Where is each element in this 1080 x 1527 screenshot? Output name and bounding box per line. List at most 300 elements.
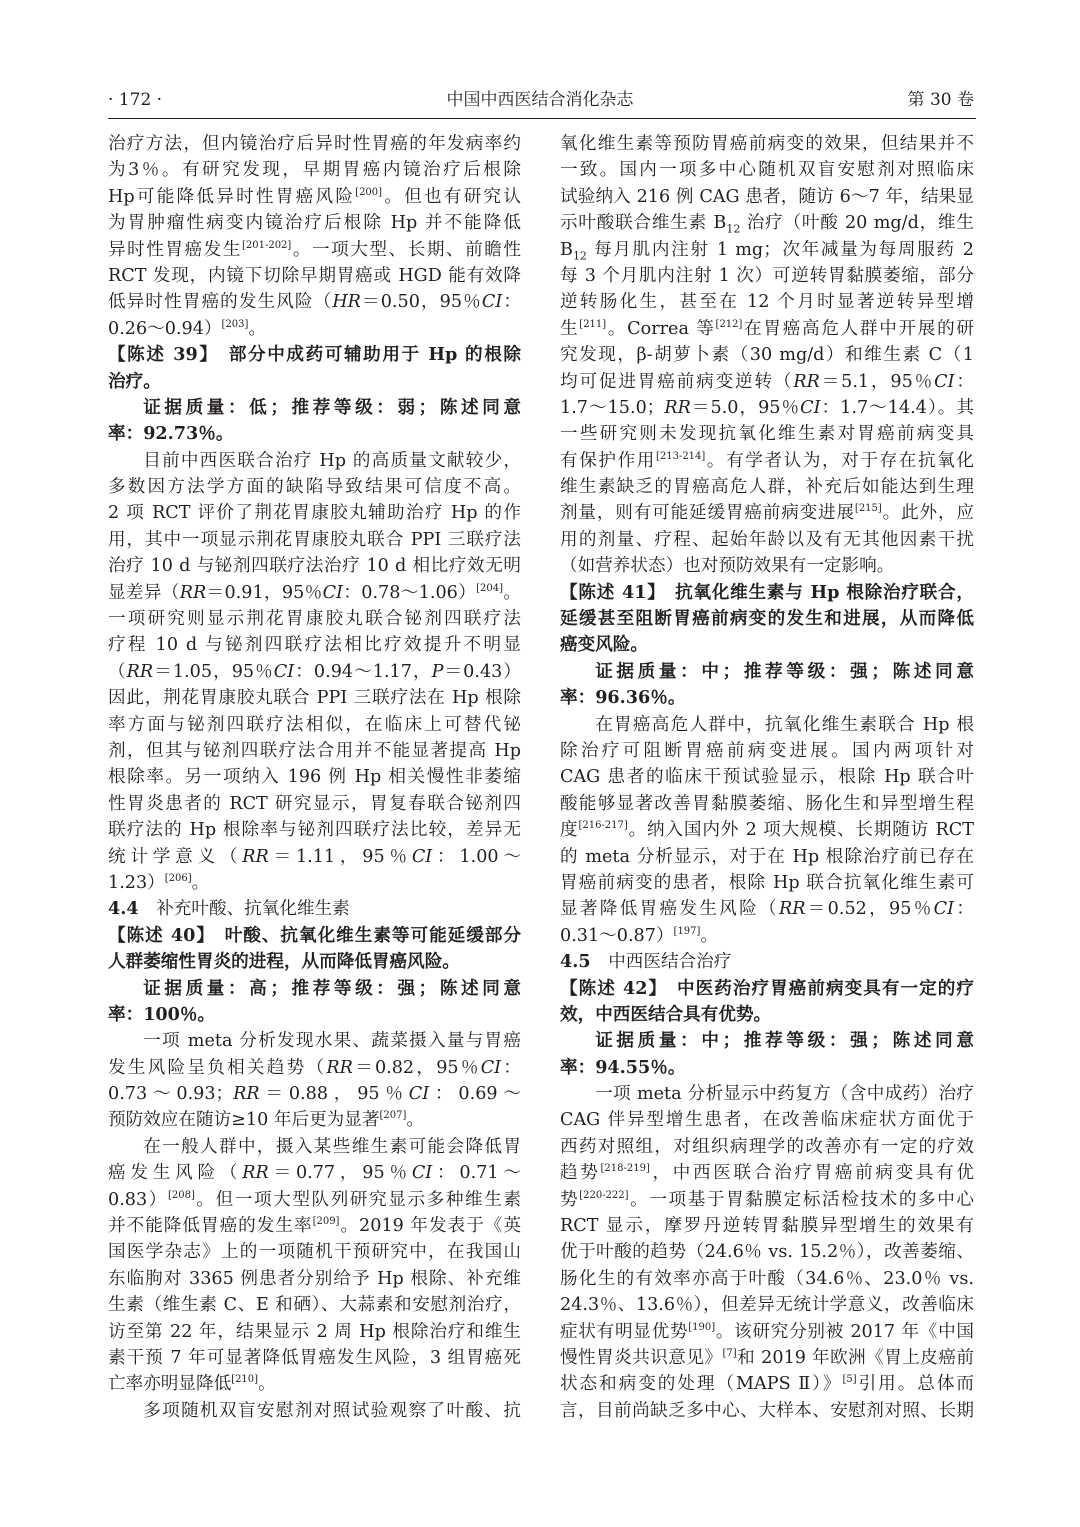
text-run: 剂，但其与铋剂四联疗法合用并不能显著提高 Hp <box>108 740 521 761</box>
subscript: 12 <box>726 222 741 236</box>
text-line <box>560 474 974 500</box>
text-line <box>108 949 521 975</box>
text-line <box>108 817 521 843</box>
text-run: B <box>560 239 573 260</box>
text-line <box>560 369 974 395</box>
text-run: 1.23） <box>108 872 165 893</box>
citation-ref: [215] <box>854 503 882 515</box>
text-run: RCT 发现，内镜下切除早期胃癌或 HGD 能有效降 <box>108 265 521 286</box>
evidence-grade <box>108 395 521 448</box>
text-run: ＝0.50，95％ <box>360 292 482 313</box>
text-line <box>560 606 974 632</box>
text-run: 性胃炎患者的 RCT 研究显示，胃复春联合铋剂四 <box>108 793 521 814</box>
citation-ref: [201-202] <box>241 239 292 251</box>
text-run: ： <box>502 292 521 313</box>
text-run: 治疗方法，但内镜治疗后异时性胃癌的年发病率约 <box>108 134 521 154</box>
section-number: 4.5 <box>560 951 591 973</box>
text-run: CAG 伴异型增生患者，在改善临床症状方面优于 <box>560 1110 974 1131</box>
text-run: 率：96.36％。 <box>560 687 686 709</box>
text-line <box>108 1081 521 1107</box>
text-run: 为3％。有研究发现，早期胃癌内镜治疗后根除 <box>108 160 521 181</box>
text-run: 慢性胃炎共识意见》 <box>560 1347 723 1368</box>
consensus-statement <box>108 923 521 976</box>
text-run: 有保护作用 <box>560 450 656 471</box>
text-run: 【陈述 42】 中医药治疗胃癌前病变具有一定的疗 <box>560 977 974 999</box>
text-line <box>560 395 974 421</box>
text-run: 势 <box>560 1189 580 1210</box>
citation-ref: [5] <box>842 1374 857 1386</box>
text-line <box>108 632 521 658</box>
text-run: 率：100％。 <box>108 1003 216 1025</box>
text-run: 除治疗可阻断胃癌前病变进展。国内两项针对 <box>560 740 974 761</box>
text-line <box>560 580 974 606</box>
text-run: 。但一项大型队列研究显示多种维生素 <box>194 1189 521 1210</box>
text-run: Hp可能降低异时性胃癌风险 <box>108 186 356 207</box>
text-run: 言，目前尚缺乏多中心、大样本、安慰剂对照、长期 <box>560 1400 974 1421</box>
text-line <box>560 1002 974 1028</box>
text-run: ＝5.0，95％ <box>690 397 801 418</box>
text-run: ＝0.91，95％ <box>206 582 323 603</box>
text-run: 根除率。另一项纳入 196 例 Hp 相关慢性非萎缩 <box>108 767 521 788</box>
evidence-grade <box>560 1028 974 1081</box>
text-line <box>560 237 974 263</box>
citation-ref: [216-217] <box>578 820 628 832</box>
consensus-statement <box>560 976 974 1029</box>
text-run: 和 2019 年欧洲《胃上皮癌前 <box>736 1347 974 1368</box>
text-line <box>108 1319 521 1345</box>
paragraph <box>560 131 974 580</box>
section-heading <box>108 896 521 922</box>
italic-symbol: CI <box>480 1057 502 1078</box>
text-line <box>108 553 521 579</box>
text-line <box>108 976 521 1002</box>
text-line <box>560 131 974 157</box>
text-run: ＝0.88，95％ <box>259 1084 409 1105</box>
text-run: ： <box>954 899 974 920</box>
text-run: 证据质量：中；推荐等级：强；陈述同意 <box>595 660 974 682</box>
text-run: RCT 显示，摩罗丹逆转胃黏膜异型增生的效果有 <box>560 1216 974 1237</box>
text-line <box>560 738 974 764</box>
text-line <box>108 131 521 157</box>
text-line <box>108 844 521 870</box>
text-line <box>560 263 974 289</box>
text-run: 多项随机双盲安慰剂对照试验观察了叶酸、抗 <box>143 1400 521 1421</box>
text-line <box>108 764 521 790</box>
citation-ref: [210] <box>231 1374 259 1386</box>
paragraph <box>560 1081 974 1424</box>
text-line <box>560 659 974 685</box>
text-run: 。一项大型、长期、前瞻性 <box>291 239 521 260</box>
header-rule <box>108 118 976 119</box>
text-run: 显著降低胃癌发生风险（ <box>560 899 779 920</box>
evidence-grade <box>560 659 974 712</box>
text-run: 试验纳入 216 例 CAG 患者，随访 6～7 年，结果显 <box>560 186 974 207</box>
journal-title: 中国中西医结合消化杂志 <box>446 90 634 110</box>
text-run: ＝5.1，95％ <box>819 371 935 392</box>
text-run: 每月肌内注射 1 mg；次年减量为每周服药 2 <box>594 239 974 260</box>
page-number: · 172 · <box>108 90 163 110</box>
text-line <box>108 369 521 395</box>
text-line <box>560 1398 974 1424</box>
text-run: 中西医结合治疗 <box>590 952 732 973</box>
text-run: 【陈述 40】 叶酸、抗氧化维生素等可能延缓部分 <box>108 924 521 946</box>
italic-symbol: CI <box>408 1084 430 1105</box>
text-line <box>108 395 521 421</box>
text-line <box>108 1187 521 1213</box>
text-line <box>560 764 974 790</box>
text-line <box>108 606 521 632</box>
text-run: 效，中西医结合具有优势。 <box>560 1003 772 1025</box>
text-run: 为胃肿瘤性病变内镜治疗后根除 Hp 并不能降低 <box>108 213 521 234</box>
text-line <box>560 1345 974 1371</box>
text-line <box>108 1134 521 1160</box>
text-line <box>108 791 521 817</box>
text-line <box>560 1055 974 1081</box>
text-run: 联疗法的 Hp 根除率与铋剂四联疗法比较，差异无 <box>108 820 521 841</box>
text-run: 剂量，则有可能延缓胃癌前病变进展 <box>560 503 855 524</box>
text-line <box>560 421 974 447</box>
text-run: 用的剂量、疗程、起始年龄以及有无其他因素干扰 <box>560 529 974 550</box>
paragraph <box>108 1134 521 1398</box>
text-run: 人群萎缩性胃炎的进程，从而降低胃癌风险。 <box>108 951 460 973</box>
text-line <box>560 1371 974 1397</box>
text-line <box>560 949 974 975</box>
text-run: 【陈述 41】 抗氧化维生素与 Hp 根除治疗联合， <box>560 581 974 603</box>
italic-symbol: CI <box>411 846 433 867</box>
text-run: 0.73～0.93； <box>108 1084 234 1105</box>
text-run: 究发现，β-胡萝卜素（30 mg/d）和维生素 C（1 <box>560 345 974 366</box>
text-run: 0.83） <box>108 1189 168 1210</box>
text-run: 。有学者认为，对于存在抗氧化 <box>705 450 974 471</box>
text-run: 异时性胃癌发生 <box>108 239 242 260</box>
text-run: 证据质量：高；推荐等级：强；陈述同意 <box>143 977 521 999</box>
text-run: 在一般人群中，摄入某些维生素可能会降低胃 <box>143 1136 521 1157</box>
text-line <box>108 474 521 500</box>
text-run: 统计学意义（ <box>108 846 243 867</box>
text-line <box>560 1213 974 1239</box>
text-run: 素干预 7 年可显著降低胃癌发生风险，3 组胃癌死 <box>108 1347 521 1368</box>
text-line <box>108 157 521 183</box>
paragraph <box>108 131 521 342</box>
text-run: 趋势 <box>560 1163 601 1184</box>
text-run: 一些研究则未发现抗氧化维生素对胃癌前病变具 <box>560 424 974 445</box>
consensus-statement <box>560 580 974 659</box>
text-run: 一项 meta 分析发现水果、蔬菜摄入量与胃癌 <box>143 1031 521 1052</box>
text-run: 每 3 个月肌内注射 1 次）可逆转胃黏膜萎缩，部分 <box>560 265 974 286</box>
citation-ref: [203] <box>221 318 249 330</box>
text-run: ＝0.77，95％ <box>268 1163 412 1184</box>
text-run: 。但也有研究认 <box>382 186 521 207</box>
text-line <box>560 1239 974 1265</box>
text-run: 。该研究分别被 2017 年《中国 <box>715 1321 974 1342</box>
text-line <box>108 896 521 922</box>
text-line <box>560 500 974 526</box>
text-line <box>560 316 974 342</box>
text-run: 亡率亦明显降低 <box>108 1374 232 1395</box>
text-run: 治疗。 <box>108 370 161 392</box>
text-run: ＝0.82，95％ <box>352 1057 481 1078</box>
text-run: 癌变风险。 <box>560 634 648 656</box>
text-run: 。Correa 等 <box>606 318 716 339</box>
text-line <box>108 342 521 368</box>
text-run: 证据质量：低；推荐等级：弱；陈述同意 <box>143 396 521 418</box>
text-run: 目前中西医联合治疗 Hp 的高质量文献较少， <box>143 450 521 471</box>
text-line <box>560 923 974 949</box>
evidence-grade <box>108 976 521 1029</box>
section-number: 4.4 <box>108 898 139 920</box>
text-run: 多数因方法学方面的缺陷导致结果可信度不高。 <box>108 477 521 498</box>
italic-symbol: RR <box>242 846 269 867</box>
text-run: 均可促进胃癌前病变逆转（ <box>560 371 794 392</box>
text-run: 度 <box>560 820 579 841</box>
citation-ref: [208] <box>167 1189 195 1201</box>
text-line <box>108 1160 521 1186</box>
text-line <box>108 1398 521 1424</box>
text-run: 。 <box>503 582 521 603</box>
text-run: ：0.69～ <box>429 1084 521 1105</box>
text-run: 示叶酸联合维生素 B <box>560 213 727 234</box>
citation-ref: [200] <box>355 186 383 198</box>
text-run: 生 <box>560 318 580 339</box>
citation-ref: [211] <box>579 318 607 330</box>
italic-symbol: CI <box>800 397 821 418</box>
text-line <box>108 1213 521 1239</box>
text-line <box>108 500 521 526</box>
text-line <box>560 289 974 315</box>
text-run: 【陈述 39】 部分中成药可辅助用于 Hp 的根除 <box>108 344 521 366</box>
paragraph <box>560 712 974 950</box>
text-run: 酸能够显著改善胃黏膜萎缩、肠化生和异型增生程 <box>560 793 974 814</box>
text-run: 治疗（叶酸 20 mg/d，维生 <box>746 213 974 234</box>
text-run: 率：92.73％。 <box>108 423 234 445</box>
text-run: 因此，荆花胃康胶丸联合 PPI 三联疗法在 Hp 根除 <box>108 688 521 709</box>
text-run: 。此外，应 <box>881 503 974 524</box>
text-run: 优于叶酸的趋势（24.6％ vs. 15.2％），改善萎缩、 <box>560 1242 974 1263</box>
text-run: 治疗 10 d 与铋剂四联疗法治疗 10 d 相比疗效无明 <box>108 556 521 577</box>
text-line <box>560 1134 974 1160</box>
text-line <box>560 896 974 922</box>
text-run: 引用。总体而 <box>856 1374 974 1395</box>
italic-symbol: RR <box>778 899 806 920</box>
text-line <box>560 448 974 474</box>
text-run: ，中西医联合治疗胃癌前病变具有优 <box>649 1163 974 1184</box>
text-line <box>560 685 974 711</box>
citation-ref: [190] <box>688 1321 716 1333</box>
text-run: （如营养状态）也对预防效果有一定影响。 <box>560 556 895 577</box>
paragraph <box>108 1028 521 1134</box>
text-line <box>560 342 974 368</box>
text-run: 证据质量：中；推荐等级：强；陈述同意 <box>595 1030 974 1052</box>
text-run: ：0.78～1.06） <box>343 582 477 603</box>
text-line <box>108 210 521 236</box>
text-line <box>108 421 521 447</box>
text-line <box>560 184 974 210</box>
text-run: 0.31～0.87） <box>560 925 674 946</box>
text-run: 国医学杂志》上的一项随机干预研究中，在我国山 <box>108 1242 521 1263</box>
text-line <box>108 184 521 210</box>
text-line <box>108 712 521 738</box>
italic-symbol: RR <box>793 371 820 392</box>
text-run: ： <box>954 371 974 392</box>
text-run: ：1.7～14.4）。其 <box>820 397 974 418</box>
text-line <box>108 580 521 606</box>
text-line <box>108 738 521 764</box>
text-run: ＝1.11，95％ <box>268 846 412 867</box>
text-run: 补充叶酸、抗氧化维生素 <box>138 899 350 920</box>
citation-ref: [209] <box>312 1216 340 1228</box>
left-column <box>108 131 521 1424</box>
text-run: 一项 meta 分析显示中药复方（含中成药）治疗 <box>595 1084 974 1105</box>
text-line <box>108 1292 521 1318</box>
section-heading <box>560 949 974 975</box>
text-run: 显差异（ <box>108 582 180 603</box>
text-run: 。 <box>700 925 719 946</box>
text-run: 。一项基于胃黏膜定标活检技术的多中心 <box>628 1189 974 1210</box>
text-line <box>560 1028 974 1054</box>
text-run: ＝0.43） <box>443 661 521 682</box>
italic-symbol: CI <box>934 371 955 392</box>
italic-symbol: CI <box>933 899 955 920</box>
text-line <box>108 1107 521 1133</box>
text-run: 一项研究则显示荆花胃康胶丸联合铋剂四联疗法 <box>108 609 521 630</box>
text-run: CAG 患者的临床干预试验显示，根除 Hp 联合叶 <box>560 767 974 788</box>
text-line <box>108 659 521 685</box>
text-line <box>108 1028 521 1054</box>
text-run: 肠化生的有效率亦高于叶酸（34.6％、23.0％ vs. <box>560 1268 974 1289</box>
text-run: 癌发生风险（ <box>108 1163 243 1184</box>
text-run: 疗程 10 d 与铋剂四联疗法相比疗效提升不明显 <box>108 635 521 656</box>
citation-ref: [220-222] <box>579 1189 629 1201</box>
text-line <box>108 1371 521 1397</box>
text-run: 延缓甚至阻断胃癌前病变的发生和进展，从而降低 <box>560 608 974 630</box>
italic-symbol: RR <box>326 1057 353 1078</box>
right-column <box>560 131 974 1424</box>
text-line <box>560 870 974 896</box>
text-line <box>560 1160 974 1186</box>
subscript: 12 <box>572 249 587 263</box>
italic-symbol: RR <box>179 582 207 603</box>
italic-symbol: CI <box>481 292 503 313</box>
citation-ref: [213-214] <box>655 450 706 462</box>
text-line <box>108 1266 521 1292</box>
text-run: ：0.71～ <box>432 1163 521 1184</box>
italic-symbol: CI <box>411 1163 433 1184</box>
text-line <box>108 448 521 474</box>
text-run: ：0.94～1.17， <box>294 661 432 682</box>
text-line <box>108 527 521 553</box>
text-run: 率：94.55％。 <box>560 1056 686 1078</box>
text-line <box>560 632 974 658</box>
italic-symbol: RR <box>126 661 154 682</box>
text-run: 。 <box>406 1110 424 1131</box>
text-run: 。 <box>258 1374 276 1395</box>
text-line <box>108 237 521 263</box>
text-line <box>108 923 521 949</box>
text-run: 维生素缺乏的胃癌高危人群，补充后如能达到生理 <box>560 477 974 498</box>
citation-ref: [204] <box>476 582 504 594</box>
text-run: ＝0.52，95％ <box>805 899 934 920</box>
text-run: 低异时性胃癌的发生风险（ <box>108 292 333 313</box>
text-line <box>108 1002 521 1028</box>
text-run: 。2019 年发表于《英 <box>339 1216 521 1237</box>
text-run: （ <box>108 661 127 682</box>
text-run: 。 <box>248 318 267 339</box>
text-run: 西药对照组，对组织病理学的改善亦有一定的疗效 <box>560 1136 974 1157</box>
text-run: ：1.00～ <box>432 846 521 867</box>
text-run: 逆转肠化生，甚至在 12 个月时显著逆转异型增 <box>560 292 974 313</box>
text-run: 。 <box>191 872 210 893</box>
text-line <box>108 316 521 342</box>
text-line <box>560 791 974 817</box>
italic-symbol: HR <box>332 292 361 313</box>
text-run: 氧化维生素等预防胃癌前病变的效果，但结果并不 <box>560 134 974 154</box>
text-run: 的 meta 分析显示，对于在 Hp 根除治疗前已存在 <box>560 846 974 867</box>
citation-ref: [218-219] <box>600 1163 650 1175</box>
consensus-statement <box>108 342 521 395</box>
text-line <box>108 263 521 289</box>
text-run: 胃癌前病变的患者，根除 Hp 联合抗氧化维生素可 <box>560 872 974 893</box>
text-run: 。纳入国内外 2 项大规模、长期随访 RCT <box>627 820 974 841</box>
text-line <box>108 1055 521 1081</box>
text-run: 在胃癌高危人群中，抗氧化维生素联合 Hp 根 <box>595 714 974 735</box>
text-line <box>560 1081 974 1107</box>
text-run: 症状有明显优势 <box>560 1321 689 1342</box>
italic-symbol: RR <box>233 1084 260 1105</box>
text-line <box>560 1187 974 1213</box>
citation-ref: [212] <box>715 318 743 330</box>
text-run: 生素（维生素 C、E 和硒）、大蒜素和安慰剂治疗， <box>108 1295 521 1316</box>
text-run: 一致。国内一项多中心随机双盲安慰剂对照临床 <box>560 160 974 181</box>
paragraph <box>108 1398 521 1424</box>
text-line <box>108 1345 521 1371</box>
citation-ref: [206] <box>164 873 192 885</box>
text-line <box>560 1107 974 1133</box>
text-run: 发生风险呈负相关趋势（ <box>108 1057 327 1078</box>
text-line <box>108 1239 521 1265</box>
text-line <box>560 553 974 579</box>
text-run: 状态和病变的处理（MAPS Ⅱ）》 <box>560 1374 843 1395</box>
italic-symbol: RR <box>242 1163 269 1184</box>
italic-symbol: P <box>431 661 444 682</box>
text-line <box>560 527 974 553</box>
text-run: 在胃癌高危人群中开展的研 <box>742 318 974 339</box>
text-run: 东临朐对 3365 例患者分别给予 Hp 根除、补充维 <box>108 1268 521 1289</box>
italic-symbol: RR <box>664 397 691 418</box>
text-line <box>108 870 521 896</box>
citation-ref: [197] <box>673 925 701 937</box>
text-run: 0.26～0.94） <box>108 318 222 339</box>
italic-symbol: CI <box>273 661 295 682</box>
text-run: 访至第 22 年，结果显示 2 周 Hp 根除治疗和维生 <box>108 1321 521 1342</box>
text-run: 预防效应在随访≥10 年后更为显著 <box>108 1110 380 1131</box>
text-line <box>560 712 974 738</box>
italic-symbol: CI <box>322 582 343 603</box>
text-line <box>560 976 974 1002</box>
text-line <box>108 685 521 711</box>
text-line <box>560 1319 974 1345</box>
text-line <box>560 1292 974 1318</box>
text-line <box>108 289 521 315</box>
text-line <box>560 1266 974 1292</box>
text-run: ＝1.05，95％ <box>153 661 274 682</box>
paragraph <box>108 448 521 897</box>
text-run: 24.3％、13.6％），但差异无统计学意义，改善临床 <box>560 1295 974 1316</box>
text-line <box>560 844 974 870</box>
text-run: 用，其中一项显示荆花胃康胶丸联合 PPI 三联疗法 <box>108 529 521 550</box>
text-run: 1.7～15.0； <box>560 397 665 418</box>
text-run: 并不能降低胃癌的发生率 <box>108 1216 313 1237</box>
text-run: ： <box>501 1057 521 1078</box>
